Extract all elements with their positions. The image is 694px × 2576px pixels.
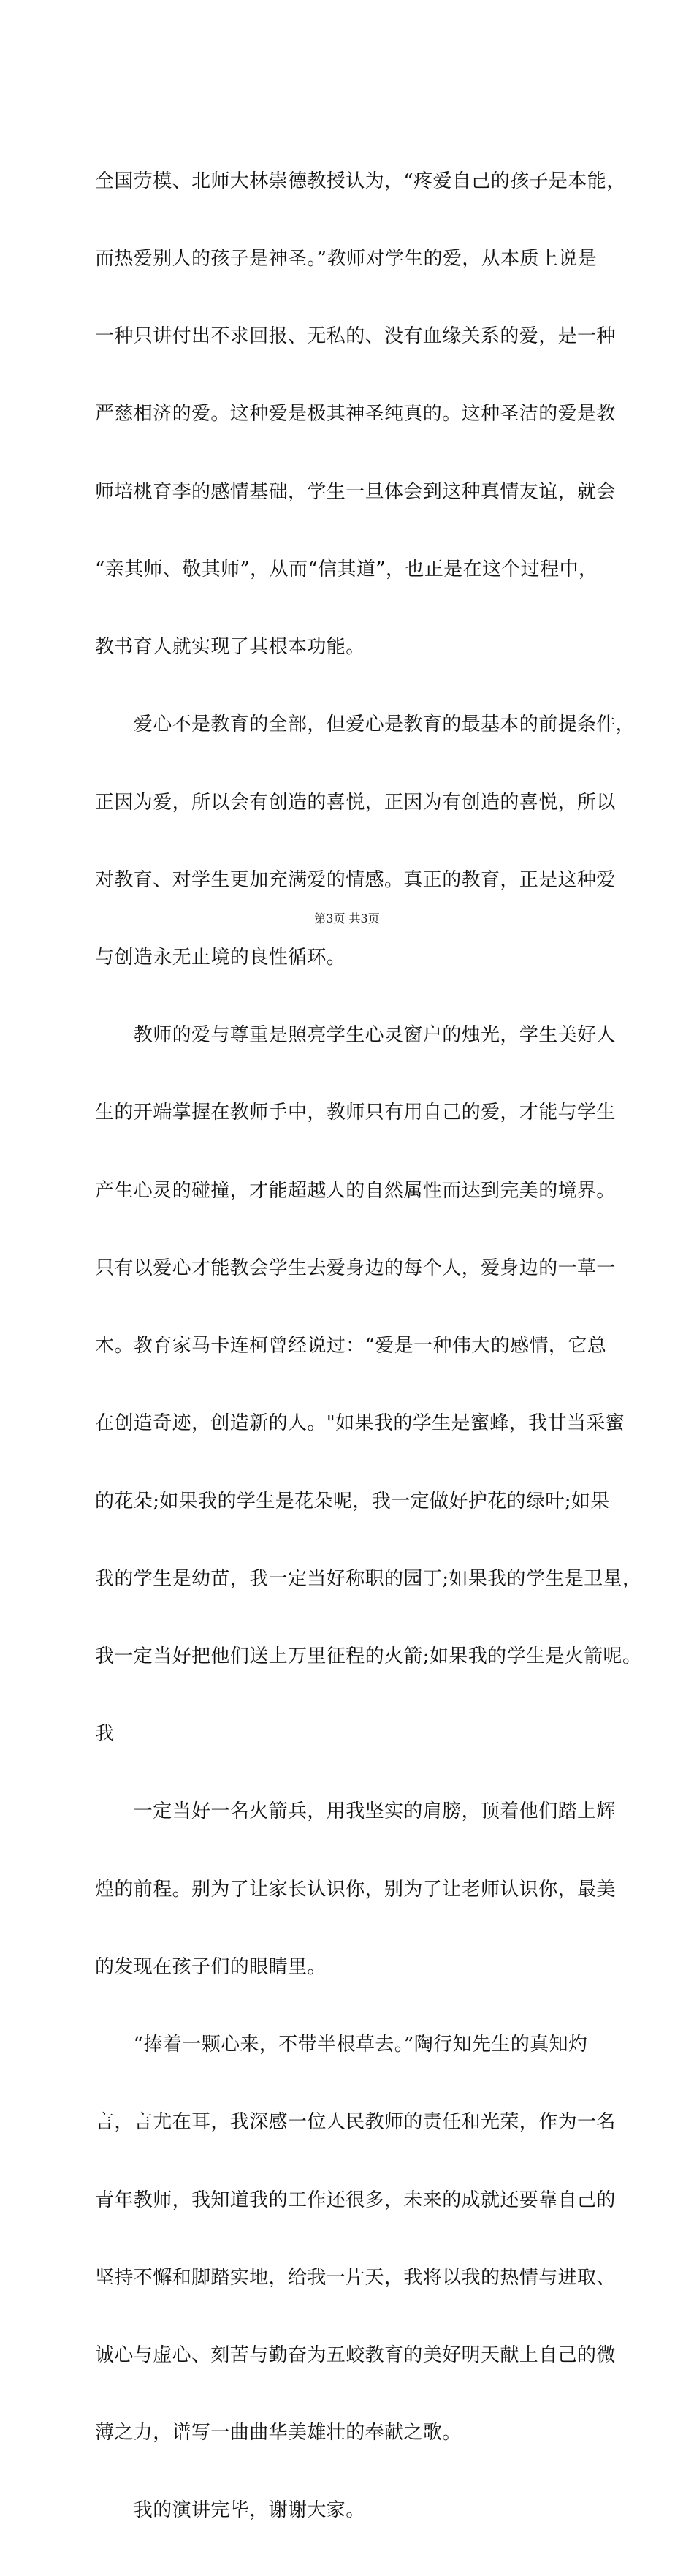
text-line: 坚持不懈和脚踏实地，给我一片天，我将以我的热情与进取、 — [95, 2266, 616, 2289]
text-line: 一种只讲付出不求回报、无私的、没有血缘关系的爱，是一种 — [95, 325, 616, 348]
text-line: 我的学生是幼苗，我一定当好称职的园丁;如果我的学生是卫星， — [95, 1567, 642, 1590]
text-line: 严慈相济的爱。这种爱是极其神圣纯真的。这种圣洁的爱是教 — [95, 403, 616, 425]
text-line: 教师的爱与尊重是照亮学生心灵窗户的烛光，学生美好人 — [95, 1024, 616, 1047]
text-line: 对教育、对学生更加充满爱的情感。真正的教育，正是这种爱 — [95, 868, 616, 891]
text-line: 木。教育家马卡连柯曾经说过：“爱是一种伟大的感情，它总 — [95, 1335, 607, 1357]
text-line: 生的开端掌握在教师手中，教师只有用自己的爱，才能与学生 — [95, 1102, 616, 1124]
text-line: 诚心与虚心、刻苦与勤奋为五蛟教育的美好明天献上自己的微 — [95, 2344, 616, 2366]
text-line: 全国劳模、北师大林崇德教授认为，“疼爱自己的孩子是本能， — [95, 170, 626, 192]
text-line: 教书育人就实现了其根本功能。 — [95, 636, 365, 659]
text-line: 薄之力，谱写一曲曲华美雄壮的奉献之歌。 — [95, 2422, 462, 2444]
text-line: 的发现在孩子们的眼睛里。 — [95, 1955, 327, 1978]
page-footer — [0, 912, 694, 926]
text-line: 在创造奇迹，创造新的人。"如果我的学生是蜜蜂，我甘当采蜜 — [95, 1412, 625, 1435]
page-number: 第3页 共3页 — [314, 912, 380, 925]
text-line: 的花朵;如果我的学生是花朵呢，我一定做好护花的绿叶;如果 — [95, 1490, 610, 1512]
text-line: 只有以爱心才能教会学生去爱身边的每个人，爱身边的一草一 — [95, 1257, 616, 1279]
text-line: 师培桃育李的感情基础，学生一旦体会到这种真情友谊，就会 — [95, 480, 616, 503]
text-line: “捧着一颗心来，不带半根草去。”陶行知先生的真知灼 — [95, 2034, 588, 2056]
text-line: 而热爱别人的孩子是神圣。”教师对学生的爱，从本质上说是 — [95, 248, 598, 270]
text-line: 我 — [95, 1723, 115, 1746]
text-line: 产生心灵的碰撞，才能超越人的自然属性而达到完美的境界。 — [95, 1179, 616, 1202]
text-line: 青年教师，我知道我的工作还很多，未来的成就还要靠自己的 — [95, 2189, 616, 2211]
text-line: 言，言尤在耳，我深感一位人民教师的责任和光荣，作为一名 — [95, 2111, 616, 2134]
speech-text — [95, 117, 642, 2576]
text-line: 正因为爱，所以会有创造的喜悦，正因为有创造的喜悦，所以 — [95, 791, 616, 814]
text-line: 我一定当好把他们送上万里征程的火箭;如果我的学生是火箭呢。 — [95, 1645, 642, 1667]
text-line: 爱心不是教育的全部，但爱心是教育的最基本的前提条件， — [95, 713, 636, 736]
text-line: 与创造永无止境的良性循环。 — [95, 947, 346, 969]
document-body — [95, 117, 642, 2576]
text-line: 我的演讲完毕，谢谢大家。 — [95, 2499, 365, 2522]
text-line: 一定当好一名火箭兵，用我坚实的肩膀，顶着他们踏上辉 — [95, 1800, 616, 1823]
text-line: 煌的前程。别为了让家长认识你，别为了让老师认识你，最美 — [95, 1878, 616, 1901]
text-line: “亲其师、敬其师”，从而“信其道”，也正是在这个过程中， — [95, 558, 598, 580]
